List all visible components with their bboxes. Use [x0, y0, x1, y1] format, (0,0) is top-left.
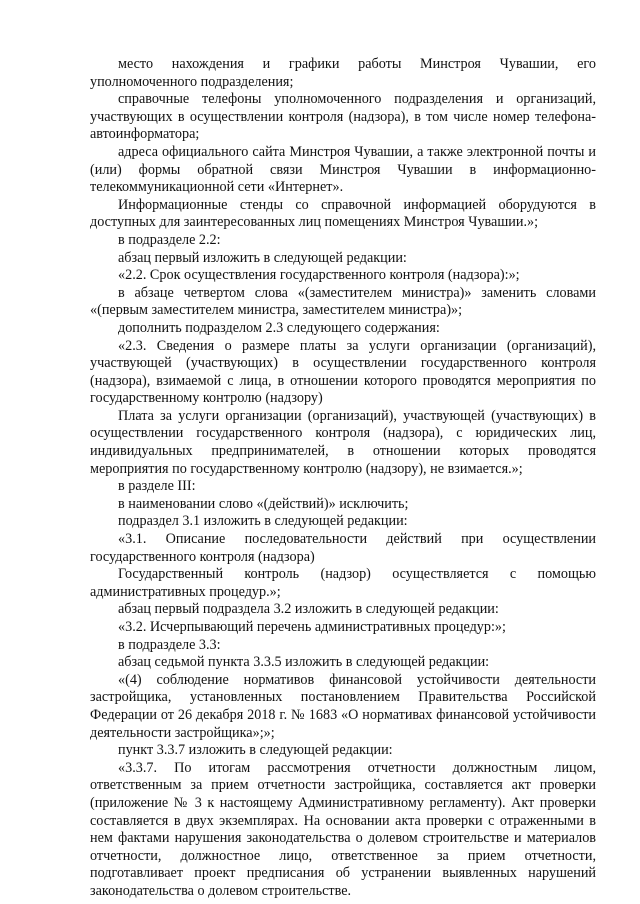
paragraph-12: в разделе III: — [118, 478, 196, 495]
paragraph-13: в наименовании слово «(действий)» исключить; — [118, 495, 409, 512]
paragraph-10: «2.3. Сведения о размере платы за услуги организации (организаций), участвующей (участвующих) в осуществлении государственного контроля (надзора), взимаемой с лица, в отношении которого проводятся мероприятия по государственному контролю (надзору) — [90, 337, 596, 407]
paragraph-16: Государственный контроль (надзор) осуществляется с помощью административных процедур.»; — [90, 566, 596, 600]
paragraph-20: абзац седьмой пункта 3.3.5 изложить в следующей редакции: — [118, 654, 490, 671]
paragraph-11: Плата за услуги организации (организаций), участвующей (участвующих) в осуществлении государственного контроля (надзора), с юридических лиц, индивидуальных предпринимателей, в отношении которых проводятся мероприятия по государственному контролю (надзору), не взимается.»; — [90, 407, 596, 477]
paragraph-5: в подразделе 2.2: — [118, 231, 221, 248]
paragraph-21: «(4) соблюдение нормативов финансовой устойчивости деятельности застройщика, установленных постановлением Правительства Российской Федерации от 26 декабря 2018 г. № 1683 «О нормативах финансовой устойчивости деятельности застройщика»;»; — [90, 671, 596, 741]
paragraph-17: абзац первый подраздела 3.2 изложить в следующей редакции: — [118, 601, 499, 618]
paragraph-7: «2.2. Срок осуществления государственного контроля (надзора):»; — [118, 267, 520, 284]
paragraph-3: адреса официального сайта Минстроя Чувашии, а также электронной почты и (или) формы обратной связи Минстроя Чувашии в информационно-телекоммуникационной сети «Интернет». — [90, 143, 596, 196]
paragraph-2: справочные телефоны уполномоченного подразделения и организаций, участвующих в осуществлении контроля (надзора), в том числе номер телефона-автоинформатора; — [90, 91, 596, 143]
paragraph-4: Информационные стенды со справочной информацией оборудуются в доступных для заинтересованных лиц помещениях Минстроя Чувашии.»; — [90, 196, 596, 231]
paragraph-18: «3.2. Исчерпывающий перечень административных процедур:»; — [118, 619, 506, 635]
paragraph-14: подраздел 3.1 изложить в следующей редакции: — [118, 513, 408, 530]
paragraph-6: абзац первый изложить в следующей редакции: — [118, 249, 407, 266]
paragraph-22: пункт 3.3.7 изложить в следующей редакции: — [118, 742, 393, 759]
document-page — [90, 56, 596, 901]
paragraph-19: в подразделе 3.3: — [118, 636, 221, 653]
paragraph-8: в абзаце четвертом слова «(заместителем министра)» заменить словами «(первым заместителем министра, заместителем министра)»; — [90, 284, 596, 319]
paragraph-9: дополнить подразделом 2.3 следующего содержания: — [118, 319, 440, 336]
paragraph-15: «3.1. Описание последовательности действий при осуществлении государственного контроля (надзора) — [90, 531, 596, 565]
paragraph-23: «3.3.7. По итогам рассмотрения отчетности должностным лицом, ответственным за прием отчетности застройщика, составляется акт проверки (приложение № 3 к настоящему Административному регламенту). Акт проверки составляется в двух экземплярах. На основании акта проверки с отраженными в нем фактами нарушения законодательства о долевом строительстве и материалов отчетности, должностное лицо, ответственное за прием отчетности, подготавливает проект предписания об устранении выявленных нарушений законодательства о долевом строительстве. — [90, 759, 596, 899]
paragraph-1: место нахождения и графики работы Минстроя Чувашии, его уполномоченного подразделения; — [90, 56, 596, 90]
